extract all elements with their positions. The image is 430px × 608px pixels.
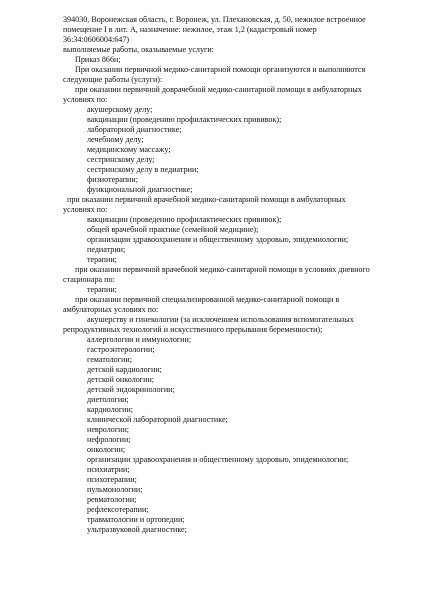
section-predoctor-list <box>63 105 411 195</box>
list-item: ревматологии; <box>87 495 137 504</box>
address-line-3: 36:34:0606004:647) <box>63 35 130 44</box>
list-item: функциональной диагностике; <box>87 185 193 194</box>
list-item: диетологии; <box>87 395 129 404</box>
list-item: клинической лабораторной диагностике; <box>87 415 228 424</box>
list-item: кардиологии; <box>87 405 134 414</box>
list-item: вакцинации (проведению профилактических прививок); <box>87 215 282 224</box>
list-item: неврологии; <box>87 425 130 434</box>
address-line-1: 394030, Воронежская область, г. Воронеж, ул. Плехановская, д. 50, нежилое встроенное <box>63 15 366 24</box>
list-item: общей врачебной практике (семейной медицине); <box>87 225 259 234</box>
section-doctor-daycare-line-1: при оказании первичной врачебной медико-санитарной помощи в условиях дневного <box>75 265 370 274</box>
list-item: терапии; <box>87 255 117 264</box>
section-specialized-line-2: амбулаторных условиях по: <box>63 305 159 314</box>
list-item: вакцинации (проведению профилактических прививок); <box>87 115 282 124</box>
list-item: ультразвуковой диагностике; <box>87 525 187 534</box>
intro-line-1: При оказании первичной медико-санитарной помощи организуются и выполняются <box>75 65 366 74</box>
list-item: сестринскому делу; <box>87 155 155 164</box>
list-item: травматологии и ортопедии; <box>87 515 185 524</box>
section-doctor-ambulatory-line-2: условиях по: <box>63 205 108 214</box>
section-predoctor-line-2: условиях по: <box>63 95 108 104</box>
list-item: нефрологии; <box>87 435 131 444</box>
section-specialized-line-1: при оказании первичной специализированной медико-санитарной помощи в <box>75 295 340 304</box>
list-item: акушерскому делу; <box>87 105 153 114</box>
list-item: организации здравоохранения и общественному здоровью, эпидемиологии; <box>87 455 349 464</box>
list-item: лечебному делу; <box>87 135 144 144</box>
list-item: аллергологии и иммунологии; <box>87 335 192 344</box>
list-item: сестринскому делу в педиатрии; <box>87 165 199 174</box>
list-item: организации здравоохранения и общественному здоровью, эпидемиологии; <box>87 235 349 244</box>
list-item: детской кардиологии; <box>87 365 162 374</box>
services-heading: выполняемые работы, оказываемые услуги: <box>63 45 214 54</box>
list-item: детской онкологии; <box>87 375 155 384</box>
list-item: психиатрии; <box>87 465 130 474</box>
address-line-2: помещение I в лит. А, назначение: нежилое, этаж 1,2 (кадастровый номер <box>63 25 317 34</box>
section-doctor-ambulatory-list <box>63 215 411 265</box>
list-item: терапии; <box>87 285 117 294</box>
list-item: детской эндокринологии; <box>87 385 175 394</box>
list-item: физиотерапии; <box>87 175 138 184</box>
list-item: пульмонологии; <box>87 485 143 494</box>
obstetrics-line-2: репродуктивных технологий и искусственного прерывания беременности); <box>63 325 323 334</box>
list-item: онкологии; <box>87 445 126 454</box>
intro-line-2: следующие работы (услуги): <box>63 75 163 84</box>
section-predoctor-line-1: при оказании первичной доврачебной медико-санитарной помощи в амбулаторных <box>75 85 362 94</box>
list-item: гематологии; <box>87 355 132 364</box>
order-reference: Приказ 866н; <box>75 55 121 64</box>
section-doctor-ambulatory-line-1: при оказании первичной врачебной медико-санитарной помощи в амбулаторных <box>67 195 346 204</box>
list-item: лабораторной диагностике; <box>87 125 182 134</box>
section-doctor-daycare-line-2: стационара по: <box>63 275 115 284</box>
list-item: гастроэнтерологии; <box>87 345 155 354</box>
section-doctor-daycare-list <box>63 285 411 295</box>
list-item: педиатрии; <box>87 245 126 254</box>
obstetrics-line-1: акушерству и гинекологии (за исключением использования вспомогательных <box>87 315 354 324</box>
section-specialized-list <box>63 335 411 535</box>
list-item: рефлексотерапии; <box>87 505 149 514</box>
document-body <box>63 15 411 535</box>
list-item: психотерапии; <box>87 475 137 484</box>
list-item: медицинскому массажу; <box>87 145 171 154</box>
